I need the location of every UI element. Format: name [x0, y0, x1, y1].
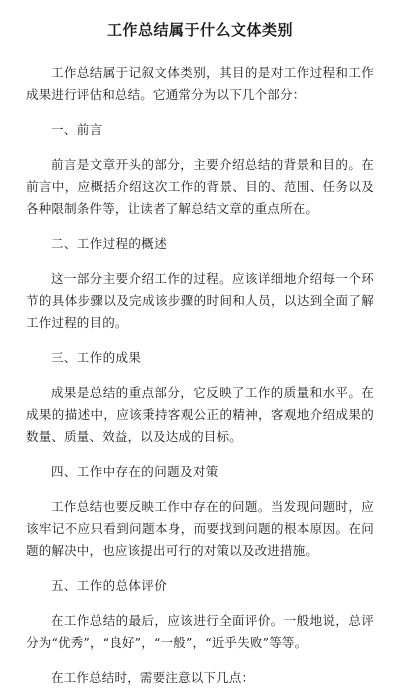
- section-heading-problems: 四、工作中存在的问题及对策: [51, 464, 219, 479]
- document-body: [26, 62, 374, 689]
- closing-paragraph: 在工作总结时，需要注意以下几点：: [51, 670, 255, 685]
- intro-paragraph: 工作总结属于记叙文体类别，其目的是对工作过程和工作成果进行评估和总结。它通常分为以下几个部分：: [26, 65, 374, 102]
- section-heading-process-overview: 二、工作过程的概述: [51, 236, 168, 251]
- document-title: 工作总结属于什么文体类别: [106, 21, 293, 39]
- section-body-preface: 前言是文章开头的部分，主要介绍总结的背景和目的。在前言中，应概括介绍这次工作的背景、目的、范围、任务以及各种限制条件等，让读者了解总结文章的重点所在。: [26, 157, 374, 216]
- section-body-problems: 工作总结也要反映工作中存在的问题。当发现问题时，应该牢记不应只看到问题本身，而要找到问题的根本原因。在问题的解决中，也应该提出可行的对策以及改进措施。: [26, 499, 374, 558]
- section-body-process-overview: 这一部分主要介绍工作的过程。应该详细地介绍每一个环节的具体步骤以及完成该步骤的时间和人员，以达到全面了解工作过程的目的。: [26, 271, 374, 330]
- section-body-results: 成果是总结的重点部分，它反映了工作的质量和水平。在成果的描述中，应该秉持客观公正的精神，客观地介绍成果的数量、质量、效益，以及达成的目标。: [26, 385, 374, 444]
- section-body-evaluation: 在工作总结的最后，应该进行全面评价。一般地说，总评分为“优秀”，“良好”，“一般”，“近乎失败”等等。: [26, 613, 374, 650]
- section-heading-results: 三、工作的成果: [51, 350, 142, 365]
- section-heading-evaluation: 五、工作的总体评价: [51, 578, 168, 593]
- section-heading-preface: 一、前言: [51, 122, 103, 137]
